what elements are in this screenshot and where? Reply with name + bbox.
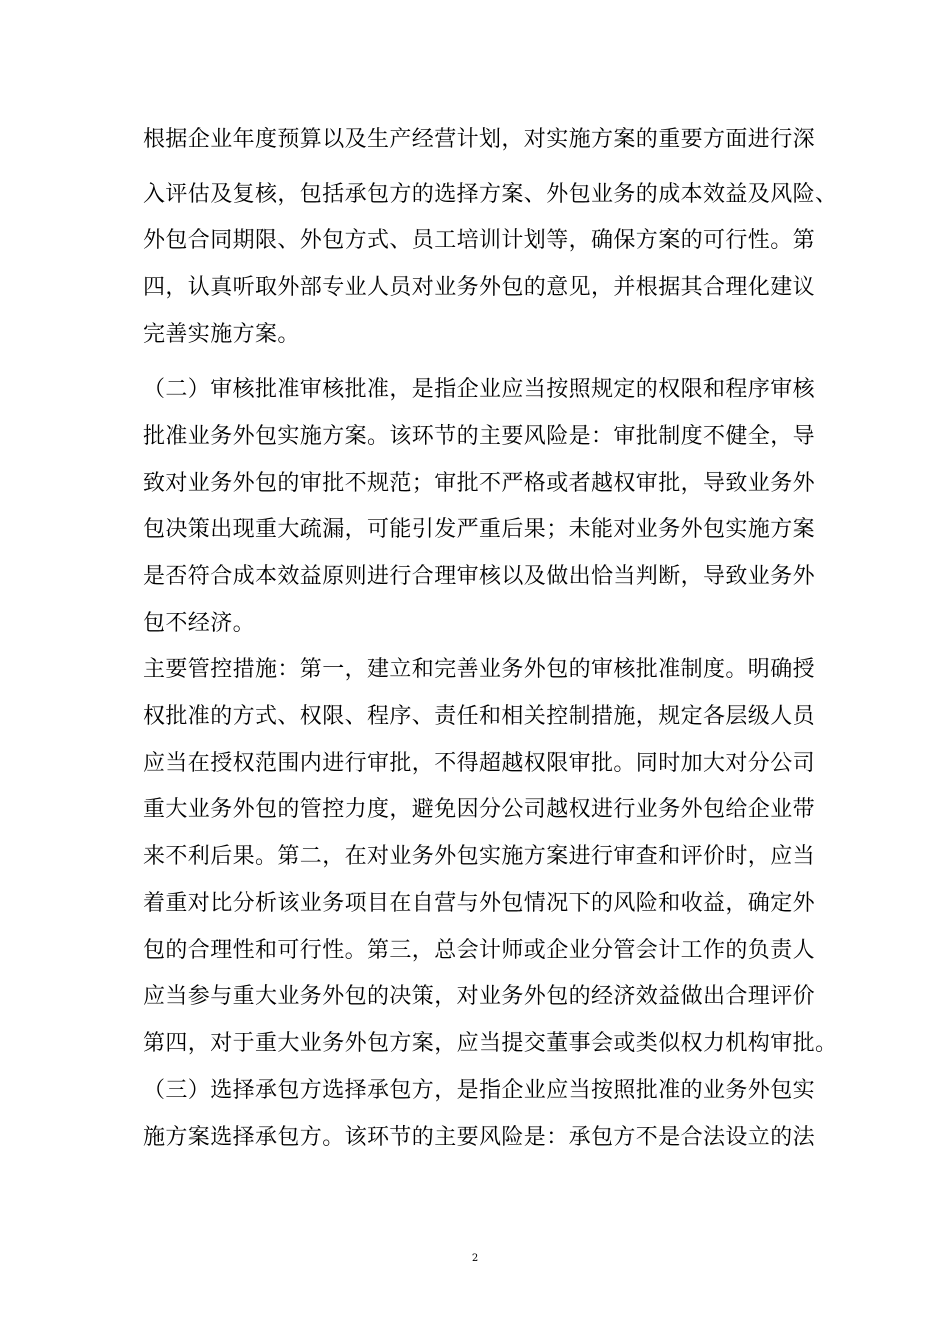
text-line: 施方案选择承包方。该环节的主要风险是：承包方不是合法设立的法 <box>143 1125 816 1150</box>
text-line: 应当参与重大业务外包的决策，对业务外包的经济效益做出合理评价 <box>143 984 816 1009</box>
text-line: 来不利后果。第二，在对业务外包实施方案进行审查和评价时，应当 <box>143 844 816 869</box>
text-line: 包不经济。 <box>143 611 256 636</box>
text-line: 包的合理性和可行性。第三，总会计师或企业分管会计工作的负责人 <box>143 938 816 963</box>
text-line: 批准业务外包实施方案。该环节的主要风险是：审批制度不健全，导 <box>143 424 816 449</box>
text-line: 着重对比分析该业务项目在自营与外包情况下的风险和收益，确定外 <box>143 891 816 916</box>
text-line: 权批准的方式、权限、程序、责任和相关控制措施，规定各层级人员 <box>143 704 816 729</box>
text-line: 第四，对于重大业务外包方案，应当提交董事会或类似权力机构审批。 <box>143 1031 838 1056</box>
text-line: 应当在授权范围内进行审批，不得超越权限审批。同时加大对分公司 <box>143 751 816 776</box>
text-line: 完善实施方案。 <box>143 322 300 347</box>
section-heading-line: （三）选择承包方选择承包方，是指企业应当按照批准的业务外包实 <box>143 1078 816 1103</box>
section-heading-line: （二）审核批准审核批准，是指企业应当按照规定的权限和程序审核 <box>143 377 816 402</box>
text-line: 致对业务外包的审批不规范；审批不严格或者越权审批，导致业务外 <box>143 471 816 496</box>
text-line: 包决策出现重大疏漏，可能引发严重后果；未能对业务外包实施方案 <box>143 517 816 542</box>
text-line: 重大业务外包的管控力度，避免因分公司越权进行业务外包给企业带 <box>143 797 816 822</box>
page-number: 2 <box>471 1253 479 1264</box>
text-line: 根据企业年度预算以及生产经营计划，对实施方案的重要方面进行深 <box>143 127 816 152</box>
text-line: 入评估及复核，包括承包方的选择方案、外包业务的成本效益及风险、 <box>143 182 838 207</box>
text-line: 外包合同期限、外包方式、员工培训计划等，确保方案的可行性。第 <box>143 228 816 253</box>
text-line: 是否符合成本效益原则进行合理审核以及做出恰当判断，导致业务外 <box>143 564 816 589</box>
text-line: 四，认真听取外部专业人员对业务外包的意见，并根据其合理化建议 <box>143 275 816 300</box>
text-line: 主要管控措施：第一，建立和完善业务外包的审核批准制度。明确授 <box>143 657 816 682</box>
